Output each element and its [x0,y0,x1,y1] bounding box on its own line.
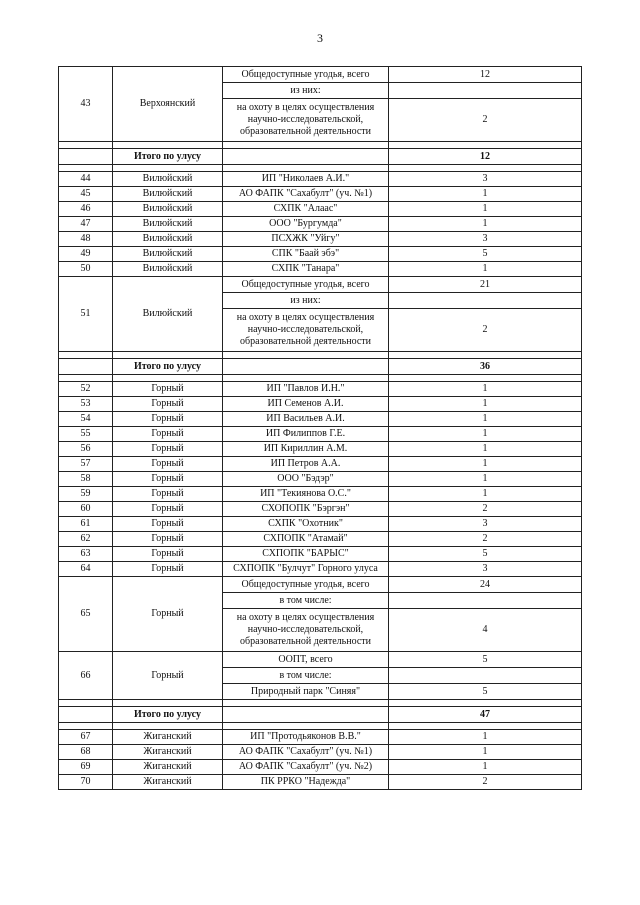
empty-cell [389,165,582,172]
row-number-cell: 60 [59,502,113,517]
table-row [59,745,582,760]
empty-cell [59,723,113,730]
empty-cell [223,700,389,707]
organization-cell: СХПК "Алаас" [223,202,389,217]
organization-cell: ООО "Бургумда" [223,217,389,232]
district-cell: Горный [113,517,223,532]
empty-cell [113,375,223,382]
row-number-cell: 51 [59,277,113,352]
organization-cell: из них: [223,83,389,99]
separator-row [59,723,582,730]
row-number-cell: 46 [59,202,113,217]
district-cell: Вилюйский [113,172,223,187]
area-value-cell: 24 [389,577,582,593]
organization-cell: Общедоступные угодья, всего [223,277,389,293]
table-row [59,412,582,427]
district-cell: Горный [113,652,223,700]
empty-cell [223,352,389,359]
row-number-cell: 50 [59,262,113,277]
total-row [59,149,582,165]
row-number-cell: 43 [59,67,113,142]
organization-cell: АО ФАПК "Сахабулт" (уч. №1) [223,187,389,202]
empty-cell [113,352,223,359]
row-number-cell: 48 [59,232,113,247]
organization-cell: СХПОПК "БАРЫС" [223,547,389,562]
area-value-cell: 1 [389,217,582,232]
district-cell: Вилюйский [113,217,223,232]
empty-cell [59,149,113,165]
district-cell: Горный [113,502,223,517]
row-number-cell: 55 [59,427,113,442]
area-value-cell: 1 [389,487,582,502]
district-cell: Вилюйский [113,187,223,202]
area-value-cell [389,668,582,684]
table-row [59,472,582,487]
empty-cell [113,142,223,149]
empty-cell [59,707,113,723]
row-number-cell: 64 [59,562,113,577]
table-row [59,562,582,577]
area-value-cell: 1 [389,745,582,760]
table-row [59,202,582,217]
organization-cell: ИП Кириллин А.М. [223,442,389,457]
organization-cell: на охоту в целях осуществления научно-исследовательской, образовательной деятельности [223,609,389,652]
area-value-cell: 21 [389,277,582,293]
empty-cell [113,700,223,707]
table-row [59,262,582,277]
row-number-cell: 68 [59,745,113,760]
organization-cell: АО ФАПК "Сахабулт" (уч. №2) [223,760,389,775]
district-cell: Горный [113,562,223,577]
total-value: 36 [389,359,582,375]
table-row [59,652,582,668]
empty-cell [59,352,113,359]
row-number-cell: 59 [59,487,113,502]
area-value-cell: 1 [389,457,582,472]
empty-cell [389,723,582,730]
district-cell: Вилюйский [113,262,223,277]
total-row [59,707,582,723]
table-row [59,457,582,472]
area-value-cell: 3 [389,562,582,577]
organization-cell: СХПОПК "Булчут" Горного улуса [223,562,389,577]
row-number-cell: 58 [59,472,113,487]
table-row [59,517,582,532]
area-value-cell: 4 [389,609,582,652]
district-cell: Жиганский [113,730,223,745]
organization-cell: Общедоступные угодья, всего [223,577,389,593]
area-value-cell: 12 [389,67,582,83]
table-row [59,577,582,593]
area-value-cell: 2 [389,775,582,790]
table-row [59,760,582,775]
area-value-cell [389,593,582,609]
organization-cell: на охоту в целях осуществления научно-исследовательской, образовательной деятельности [223,309,389,352]
area-value-cell: 2 [389,532,582,547]
organization-cell: из них: [223,293,389,309]
table-row [59,442,582,457]
total-label: Итого по улусу [113,149,223,165]
row-number-cell: 70 [59,775,113,790]
empty-cell [223,149,389,165]
row-number-cell: 52 [59,382,113,397]
district-cell: Вилюйский [113,277,223,352]
organization-cell: ИП "Протодьяконов В.В." [223,730,389,745]
area-value-cell: 5 [389,247,582,262]
district-cell: Верхоянский [113,67,223,142]
district-cell: Горный [113,397,223,412]
district-cell: Горный [113,577,223,652]
empty-cell [223,375,389,382]
district-cell: Горный [113,532,223,547]
page-number: 3 [317,31,323,45]
organization-cell: СХПК "Танара" [223,262,389,277]
organization-cell: в том числе: [223,668,389,684]
table-row [59,382,582,397]
empty-cell [223,723,389,730]
organization-cell: СПК "Баай эбэ" [223,247,389,262]
table-row [59,502,582,517]
separator-row [59,165,582,172]
empty-cell [59,700,113,707]
area-value-cell: 1 [389,412,582,427]
row-number-cell: 47 [59,217,113,232]
district-cell: Вилюйский [113,232,223,247]
row-number-cell: 67 [59,730,113,745]
empty-cell [389,375,582,382]
organization-cell: ИП Васильев А.И. [223,412,389,427]
district-cell: Жиганский [113,760,223,775]
area-value-cell: 2 [389,309,582,352]
separator-row [59,142,582,149]
district-cell: Горный [113,412,223,427]
organization-cell: ИП Семенов А.И. [223,397,389,412]
total-value: 47 [389,707,582,723]
separator-row [59,375,582,382]
area-value-cell: 1 [389,730,582,745]
area-value-cell: 5 [389,652,582,668]
organization-cell: ООПТ, всего [223,652,389,668]
organization-cell: СХОПОПК "Бэргэн" [223,502,389,517]
organization-cell: ООО "Бэдэр" [223,472,389,487]
table-row [59,775,582,790]
empty-cell [113,165,223,172]
row-number-cell: 53 [59,397,113,412]
table-row [59,397,582,412]
area-value-cell [389,83,582,99]
hunting-grounds-table [58,66,582,790]
table-row [59,532,582,547]
row-number-cell: 61 [59,517,113,532]
district-cell: Горный [113,472,223,487]
area-value-cell: 3 [389,517,582,532]
area-value-cell: 5 [389,547,582,562]
district-cell: Вилюйский [113,202,223,217]
organization-cell: АО ФАПК "Сахабулт" (уч. №1) [223,745,389,760]
empty-cell [389,142,582,149]
empty-cell [223,142,389,149]
organization-cell: Природный парк "Синяя" [223,684,389,700]
district-cell: Вилюйский [113,247,223,262]
district-cell: Горный [113,427,223,442]
empty-cell [389,352,582,359]
area-value-cell: 1 [389,760,582,775]
row-number-cell: 69 [59,760,113,775]
empty-cell [223,359,389,375]
area-value-cell: 1 [389,472,582,487]
organization-cell: Общедоступные угодья, всего [223,67,389,83]
district-cell: Горный [113,457,223,472]
area-value-cell: 1 [389,442,582,457]
organization-cell: СХПК "Охотник" [223,517,389,532]
area-value-cell [389,293,582,309]
empty-cell [59,165,113,172]
table-row [59,217,582,232]
row-number-cell: 45 [59,187,113,202]
district-cell: Горный [113,487,223,502]
district-cell: Горный [113,382,223,397]
organization-cell: СХПОПК "Атамай" [223,532,389,547]
area-value-cell: 1 [389,397,582,412]
row-number-cell: 44 [59,172,113,187]
empty-cell [113,723,223,730]
organization-cell: ПК РРКО "Надежда" [223,775,389,790]
organization-cell: на охоту в целях осуществления научно-исследовательской, образовательной деятельности [223,99,389,142]
district-cell: Жиганский [113,745,223,760]
area-value-cell: 2 [389,502,582,517]
area-value-cell: 1 [389,427,582,442]
empty-cell [389,700,582,707]
row-number-cell: 56 [59,442,113,457]
area-value-cell: 1 [389,262,582,277]
organization-cell: ИП Филиппов Г.Е. [223,427,389,442]
total-label: Итого по улусу [113,359,223,375]
area-value-cell: 1 [389,202,582,217]
table-row [59,247,582,262]
empty-cell [59,375,113,382]
empty-cell [59,359,113,375]
total-value: 12 [389,149,582,165]
organization-cell: в том числе: [223,593,389,609]
area-value-cell: 3 [389,232,582,247]
table-row [59,547,582,562]
table-row [59,487,582,502]
row-number-cell: 49 [59,247,113,262]
row-number-cell: 57 [59,457,113,472]
row-number-cell: 66 [59,652,113,700]
total-label: Итого по улусу [113,707,223,723]
empty-cell [59,142,113,149]
row-number-cell: 63 [59,547,113,562]
separator-row [59,700,582,707]
table-row [59,187,582,202]
row-number-cell: 54 [59,412,113,427]
table-row [59,277,582,293]
district-cell: Горный [113,442,223,457]
row-number-cell: 62 [59,532,113,547]
area-value-cell: 2 [389,99,582,142]
empty-cell [223,165,389,172]
organization-cell: ИП "Николаев А.И." [223,172,389,187]
organization-cell: ПСХЖК "Уйгу" [223,232,389,247]
total-row [59,359,582,375]
area-value-cell: 3 [389,172,582,187]
organization-cell: ИП Петров А.А. [223,457,389,472]
area-value-cell: 5 [389,684,582,700]
separator-row [59,352,582,359]
table-row [59,427,582,442]
empty-cell [223,707,389,723]
table-row [59,232,582,247]
district-cell: Жиганский [113,775,223,790]
area-value-cell: 1 [389,187,582,202]
table-row [59,172,582,187]
table-row [59,67,582,83]
table-row [59,730,582,745]
organization-cell: ИП "Павлов И.Н." [223,382,389,397]
row-number-cell: 65 [59,577,113,652]
area-value-cell: 1 [389,382,582,397]
organization-cell: ИП "Текиянова О.С." [223,487,389,502]
district-cell: Горный [113,547,223,562]
